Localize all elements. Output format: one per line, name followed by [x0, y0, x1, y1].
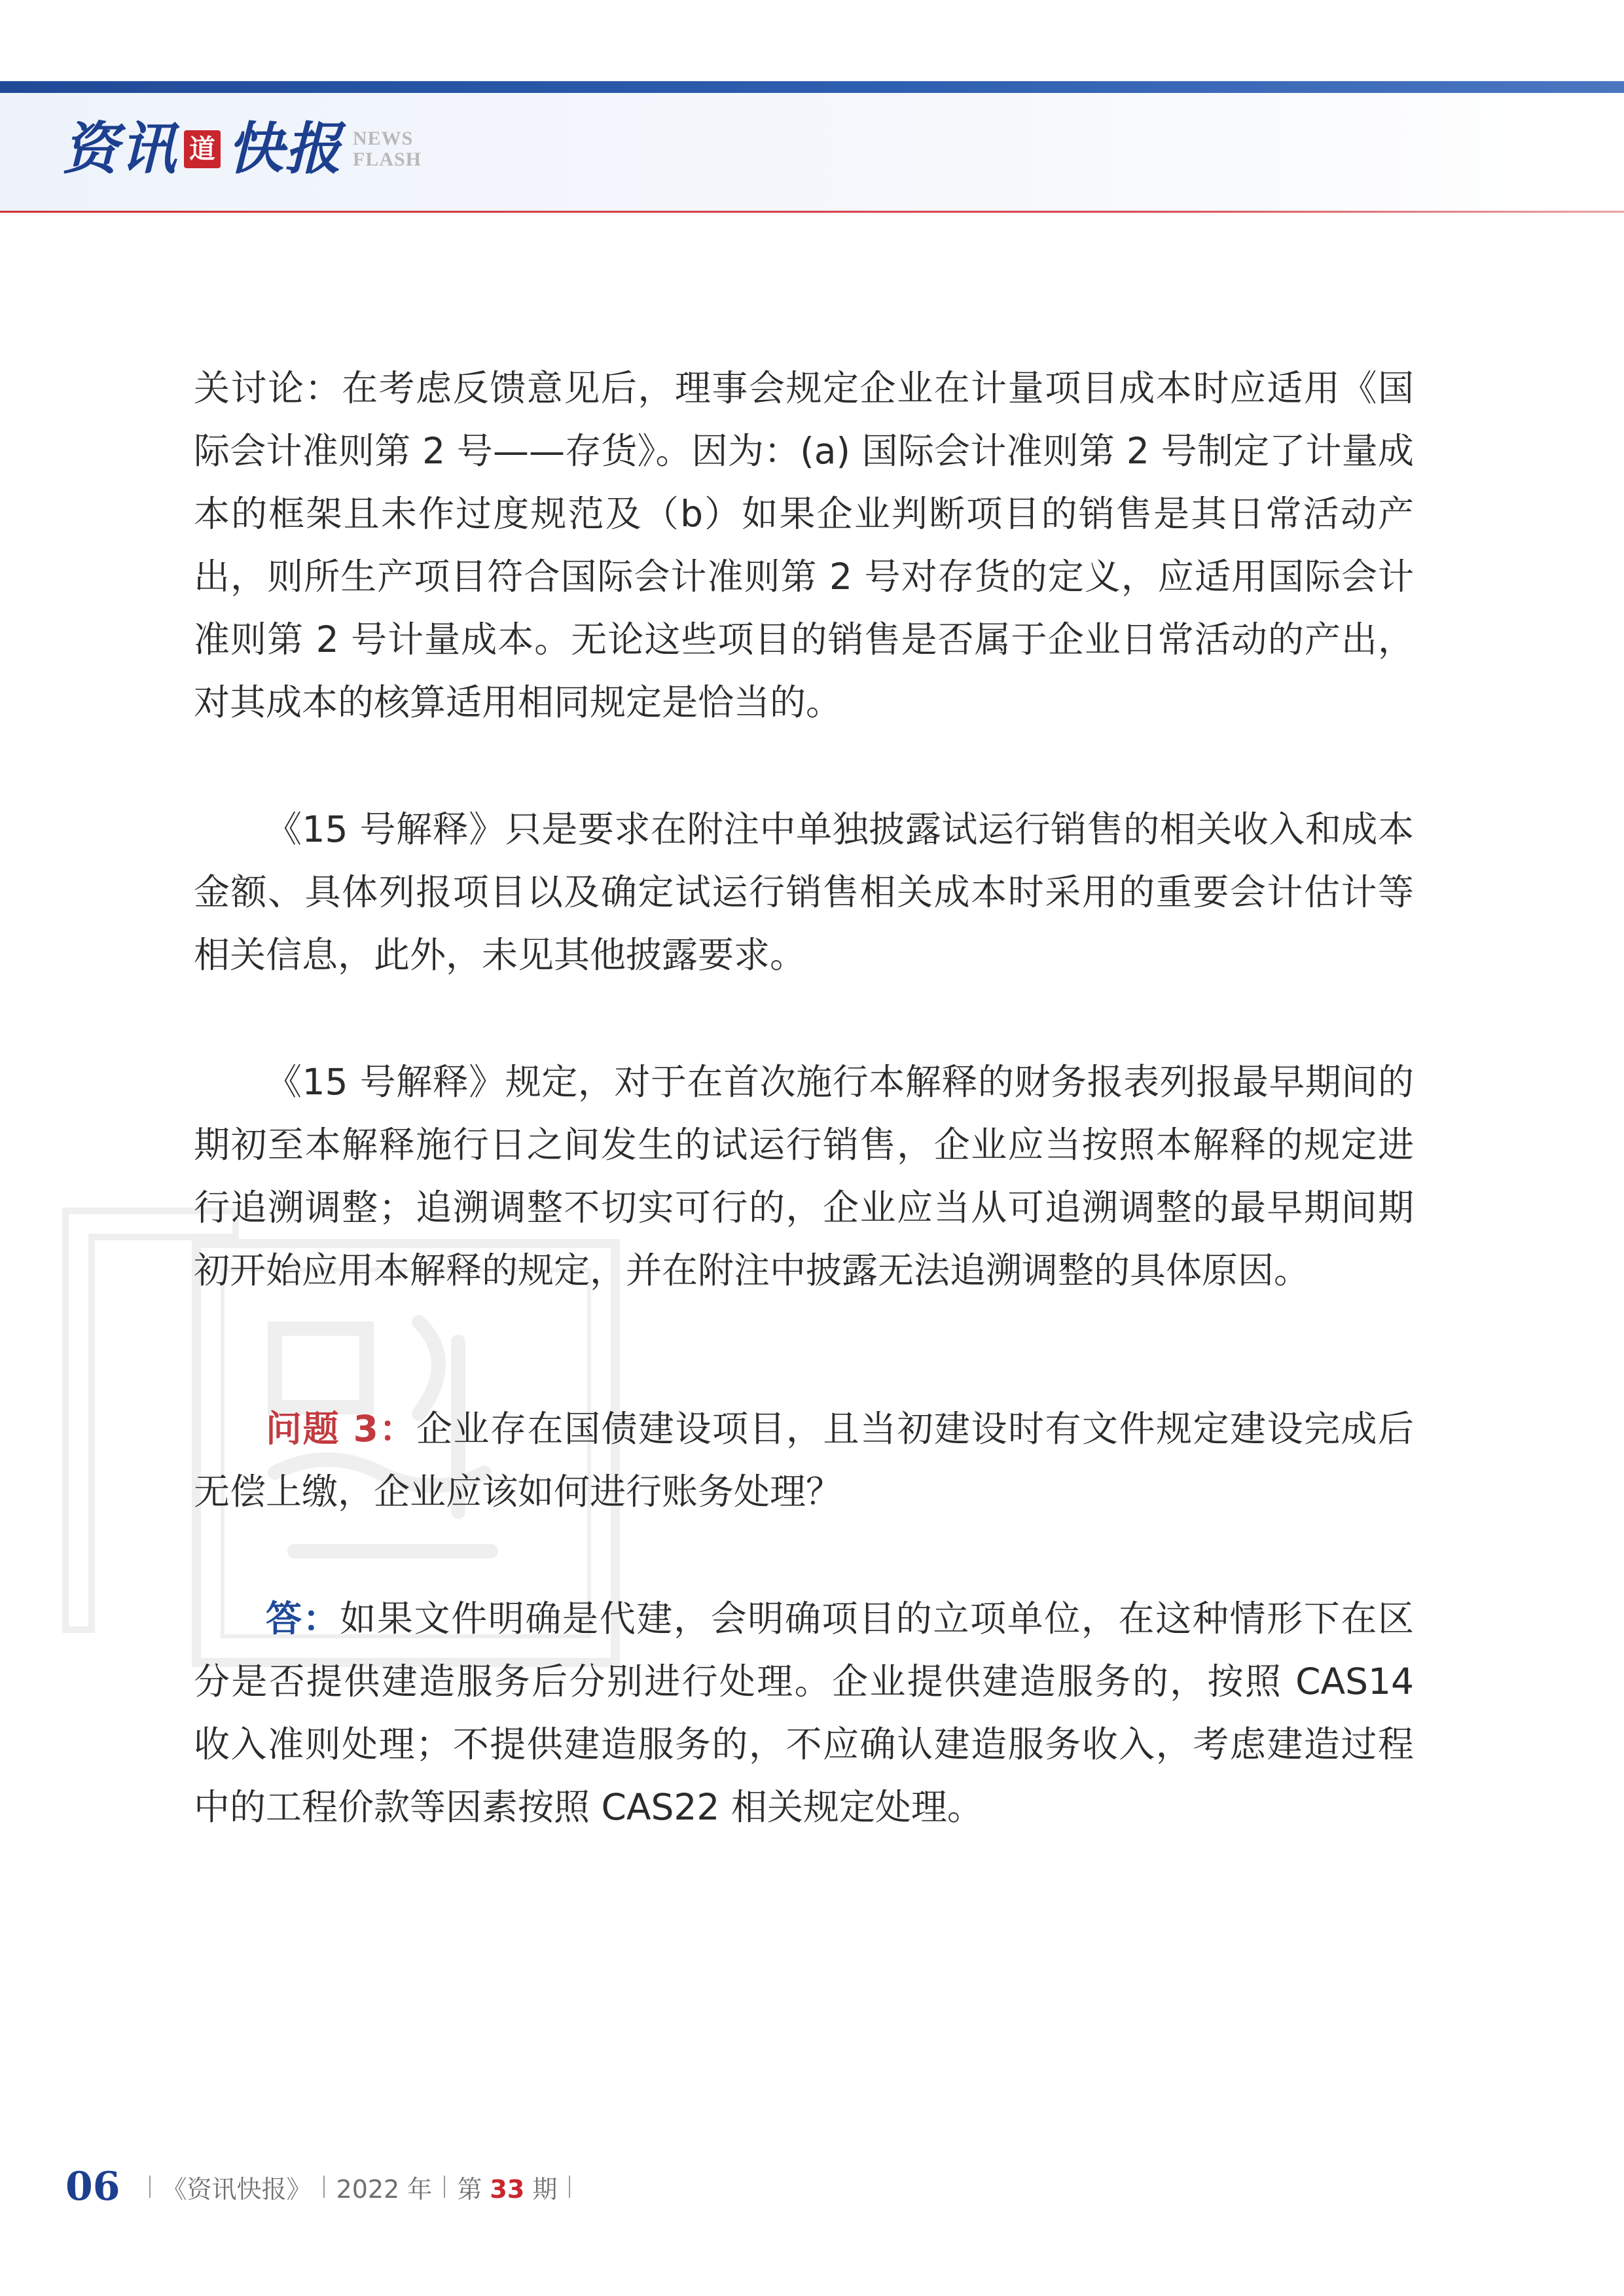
footer-divider	[569, 2176, 570, 2198]
question-3	[194, 1397, 1414, 1523]
question-3-label: 问题 3：	[266, 1408, 416, 1450]
page-number: 06	[65, 2164, 120, 2210]
issue-label	[457, 2169, 557, 2205]
paragraph-ias2-discussion: 关讨论：在考虑反馈意见后，理事会规定企业在计量项目成本时应适用《国际会计准则第 2 号——存货》。因为：(a) 国际会计准则第 2 号制定了计量成本的框架且未作过度规范及（b）如果企业判断项目的销售是其日常活动产出，则所生产项目符合国际会计准则第 2 号对存货的定义，应适用国际会计准则第 2 号计量成本。无论这些项目的销售是否属于企业日常活动的产出，对其成本的核算适用相同规定是恰当的。	[194, 367, 1414, 723]
answer-3	[194, 1587, 1414, 1839]
publication-name: 《资讯快报》	[162, 2174, 312, 2204]
issue-prefix: 第	[457, 2174, 482, 2204]
header-red-rule	[0, 211, 1624, 213]
publication-year: 2022 年	[336, 2174, 433, 2204]
brand-english-line1: NEWS	[353, 128, 414, 149]
paragraph-disclosure-requirement: 《15 号解释》只是要求在附注中单独披露试运行销售的相关收入和成本金额、具体列报项目以及确定试运行销售相关成本时采用的重要会计估计等相关信息，此外，未见其他披露要求。	[194, 808, 1414, 976]
issue-suffix: 期	[532, 2174, 558, 2204]
header-top-stripe	[0, 81, 1624, 93]
footer-divider	[444, 2176, 445, 2198]
masthead-logo	[62, 110, 422, 188]
brand-word-right: 快报	[227, 116, 342, 182]
brand-seal-icon: 道	[184, 130, 221, 168]
article-body	[194, 357, 1414, 1839]
footer-divider	[149, 2176, 151, 2198]
page-footer	[65, 2157, 582, 2216]
brand-word-left: 资讯	[62, 116, 177, 182]
answer-text: 如果文件明确是代建，会明确项目的立项单位，在这种情形下在区分是否提供建造服务后分别进行处理。企业提供建造服务的，按照 CAS14 收入准则处理；不提供建造服务的，不应确认建造服务收入，考虑建造过程中的工程价款等因素按照 CAS22 相关规定处理。	[194, 1598, 1414, 1828]
brand-english-line2: FLASH	[353, 149, 422, 170]
paragraph-retrospective-adjustment: 《15 号解释》规定，对于在首次施行本解释的财务报表列报最早期间的期初至本解释施行日之间发生的试运行销售，企业应当按照本解释的规定进行追溯调整；追溯调整不切实可行的，企业应当从可追溯调整的最早期间期初开始应用本解释的规定，并在附注中披露无法追溯调整的具体原因。	[194, 1061, 1414, 1291]
question-3-text: 企业存在国债建设项目，且当初建设时有文件规定建设完成后无偿上缴，企业应该如何进行账务处理？	[194, 1408, 1414, 1513]
issue-number: 33	[490, 2174, 525, 2204]
answer-label: 答：	[266, 1598, 340, 1640]
footer-divider	[323, 2176, 325, 2198]
brand-english	[353, 128, 422, 170]
